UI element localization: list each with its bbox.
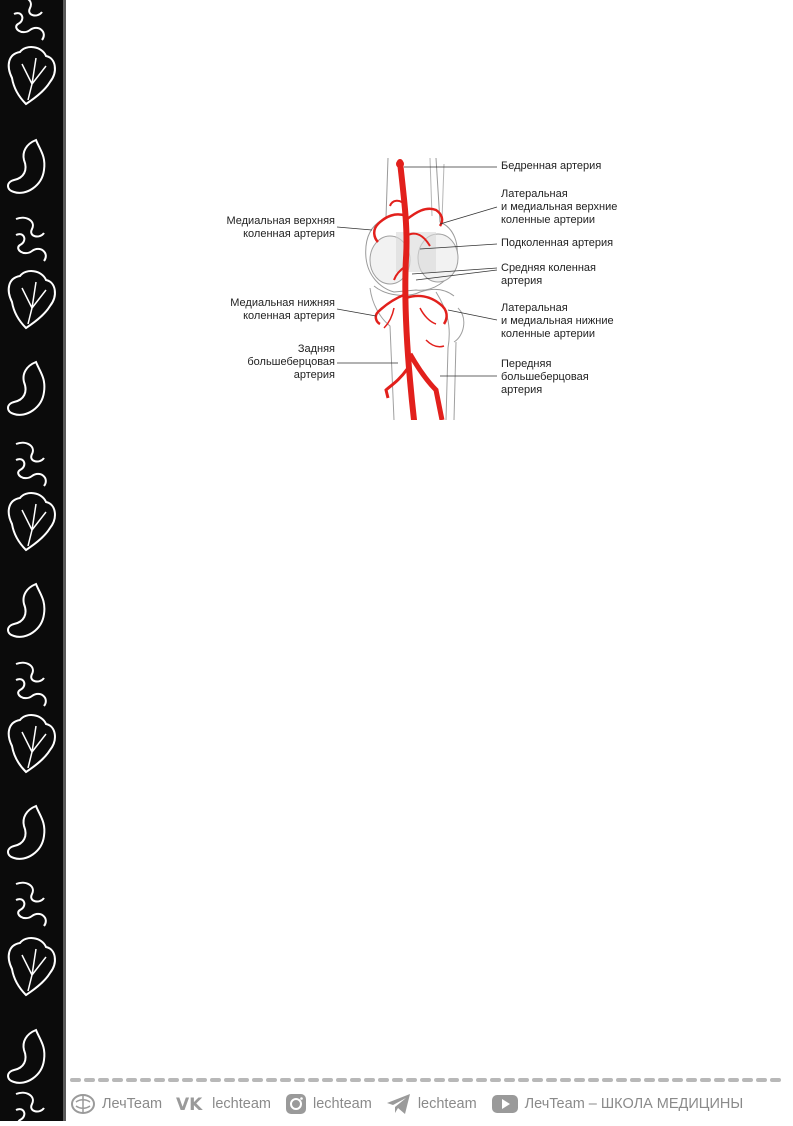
brain-logo-icon [70, 1093, 96, 1115]
label-lat-med-inferior-genicular: Латеральная и медиальная нижние коленные артерии [501, 302, 614, 340]
footer-divider [70, 1076, 788, 1084]
svg-text:VK: VK [176, 1095, 203, 1113]
telegram-link[interactable]: lechteam [417, 1096, 477, 1112]
label-lat-med-superior-genicular: Латеральная и медиальная верхние коленные артерии [501, 188, 618, 226]
instagram-icon[interactable] [285, 1093, 307, 1115]
footer-bar [70, 1092, 790, 1116]
vk-link[interactable]: lechteam [212, 1096, 271, 1112]
brand-link[interactable]: ЛечTeam [102, 1096, 163, 1112]
label-medial-superior-genicular: Медиальная верхняя коленная артерия [226, 215, 335, 240]
label-femoral-artery: Бедренная артерия [501, 160, 602, 172]
youtube-link[interactable]: ЛечTeam – ШКОЛА МЕДИЦИНЫ [524, 1096, 744, 1112]
label-posterior-tibial-artery: Задняя большеберцовая артерия [247, 343, 335, 381]
label-medial-inferior-genicular: Медиальная нижняя коленная артерия [230, 297, 335, 322]
telegram-icon[interactable] [386, 1093, 412, 1115]
label-anterior-tibial-artery: Передняя большеберцовая артерия [501, 358, 589, 396]
youtube-icon[interactable] [491, 1093, 519, 1115]
leader-lines [0, 0, 793, 500]
label-popliteal-artery: Подколенная артерия [501, 237, 614, 249]
label-middle-genicular-artery: Средняя коленная артерия [501, 262, 596, 287]
vk-icon[interactable] [176, 1095, 206, 1113]
instagram-link[interactable]: lechteam [312, 1096, 372, 1112]
